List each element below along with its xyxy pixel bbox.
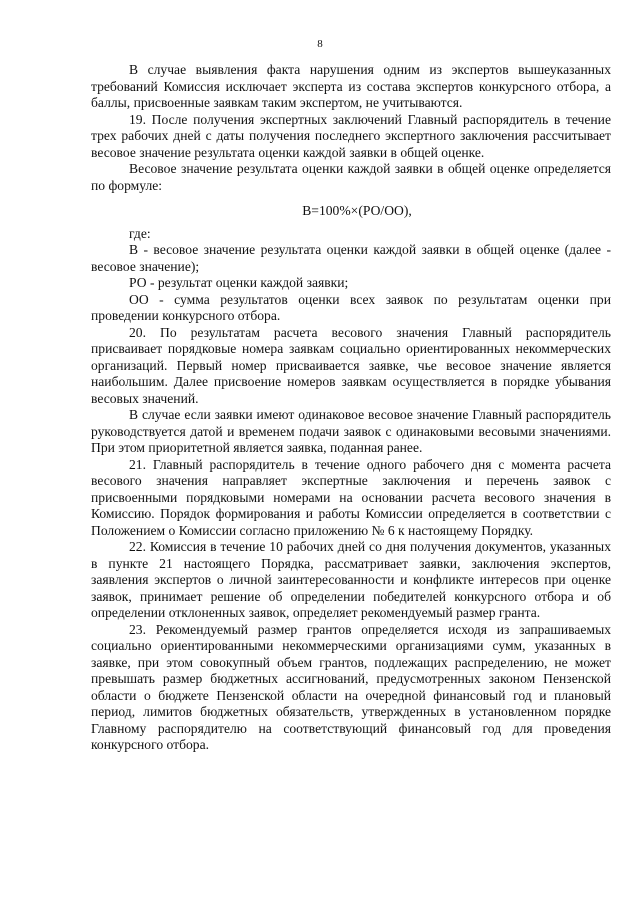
definition-ro: РО - результат оценки каждой заявки;: [129, 275, 349, 290]
paragraph-23: 23. Рекомендуемый размер грантов определяется исходя из запрашиваемых социально ориентированными некоммерческими организациями сумм, указанных в заявке, при этом совокупный объем грантов, подлежащих распределению, не может превышать размер бюджетных ассигнований, предусмотренных законом Пензенской области о бюджете Пензенской области на очередной финансовый год и плановый период, лимитов бюджетных обязательств, утвержденных в установленном порядке Главному распорядителю на соответствующий финансовый год для проведения конкурсного отбора.: [91, 621, 611, 752]
paragraph-19: 19. После получения экспертных заключений Главный распорядитель в течение трех рабочих дней с даты получения последнего экспертного заключения рассчитывает весовое значение результата оценки каждой заявки в общей оценке.: [91, 111, 611, 160]
paragraph-20: 20. По результатам расчета весового значения Главный распорядитель присваивает порядковые номера заявкам социально ориентированных некоммерческих организаций. Первый номер присваивается заявке, чье весовое значение является наибольшим. Далее присвоение номеров заявкам осуществляется в порядке убывания весовых значений.: [91, 324, 611, 406]
paragraph-formula-intro: Весовое значение результата оценки каждой заявки в общей оценке определяется по формуле:: [91, 161, 611, 193]
paragraph-expert-exclusion: В случае выявления факта нарушения одним из экспертов вышеуказанных требований Комиссия исключает эксперта из состава экспертов конкурсного отбора, а баллы, присвоенные заявкам таким экспертом, не учитываются.: [91, 62, 611, 110]
paragraph-21: 21. Главный распорядитель в течение одного рабочего дня с момента расчета весового значения направляет экспертные заключения и перечень заявок с присвоенными порядковыми номерами на основании расчета весового значения в Комиссию. Порядок формирования и работы Комиссии определяется в соответствии с Положением о Комиссии согласно приложению № 6 к настоящему Порядку.: [91, 456, 611, 538]
document-body: [91, 62, 611, 754]
definition-oo: ОО - сумма результатов оценки всех заявок по результатам оценки при проведении конкурсного отбора.: [91, 291, 611, 323]
page-number: 8: [317, 38, 323, 50]
formula-where-label: где:: [129, 225, 151, 241]
weight-formula: В=100%×(РО/ОО),: [302, 203, 412, 218]
definition-b: В - весовое значение результата оценки каждой заявки в общей оценке (далее - весовое значение);: [91, 242, 611, 274]
paragraph-20-equal-weight: В случае если заявки имеют одинаковое весовое значение Главный распорядитель руководствуется датой и временем подачи заявок с одинаковыми весовыми значениями. При этом приоритетной является заявка, поданная ранее.: [91, 407, 611, 455]
paragraph-22: 22. Комиссия в течение 10 рабочих дней со дня получения документов, указанных в пункте 21 настоящего Порядка, рассматривает заявки, заключения экспертов, заявления экспертов о личной заинтересованности и конфликте интересов при оценке заявок, принимает решение об определении победителей конкурсного отбора и об определении отклоненных заявок, определяет рекомендуемый размер гранта.: [91, 539, 611, 620]
